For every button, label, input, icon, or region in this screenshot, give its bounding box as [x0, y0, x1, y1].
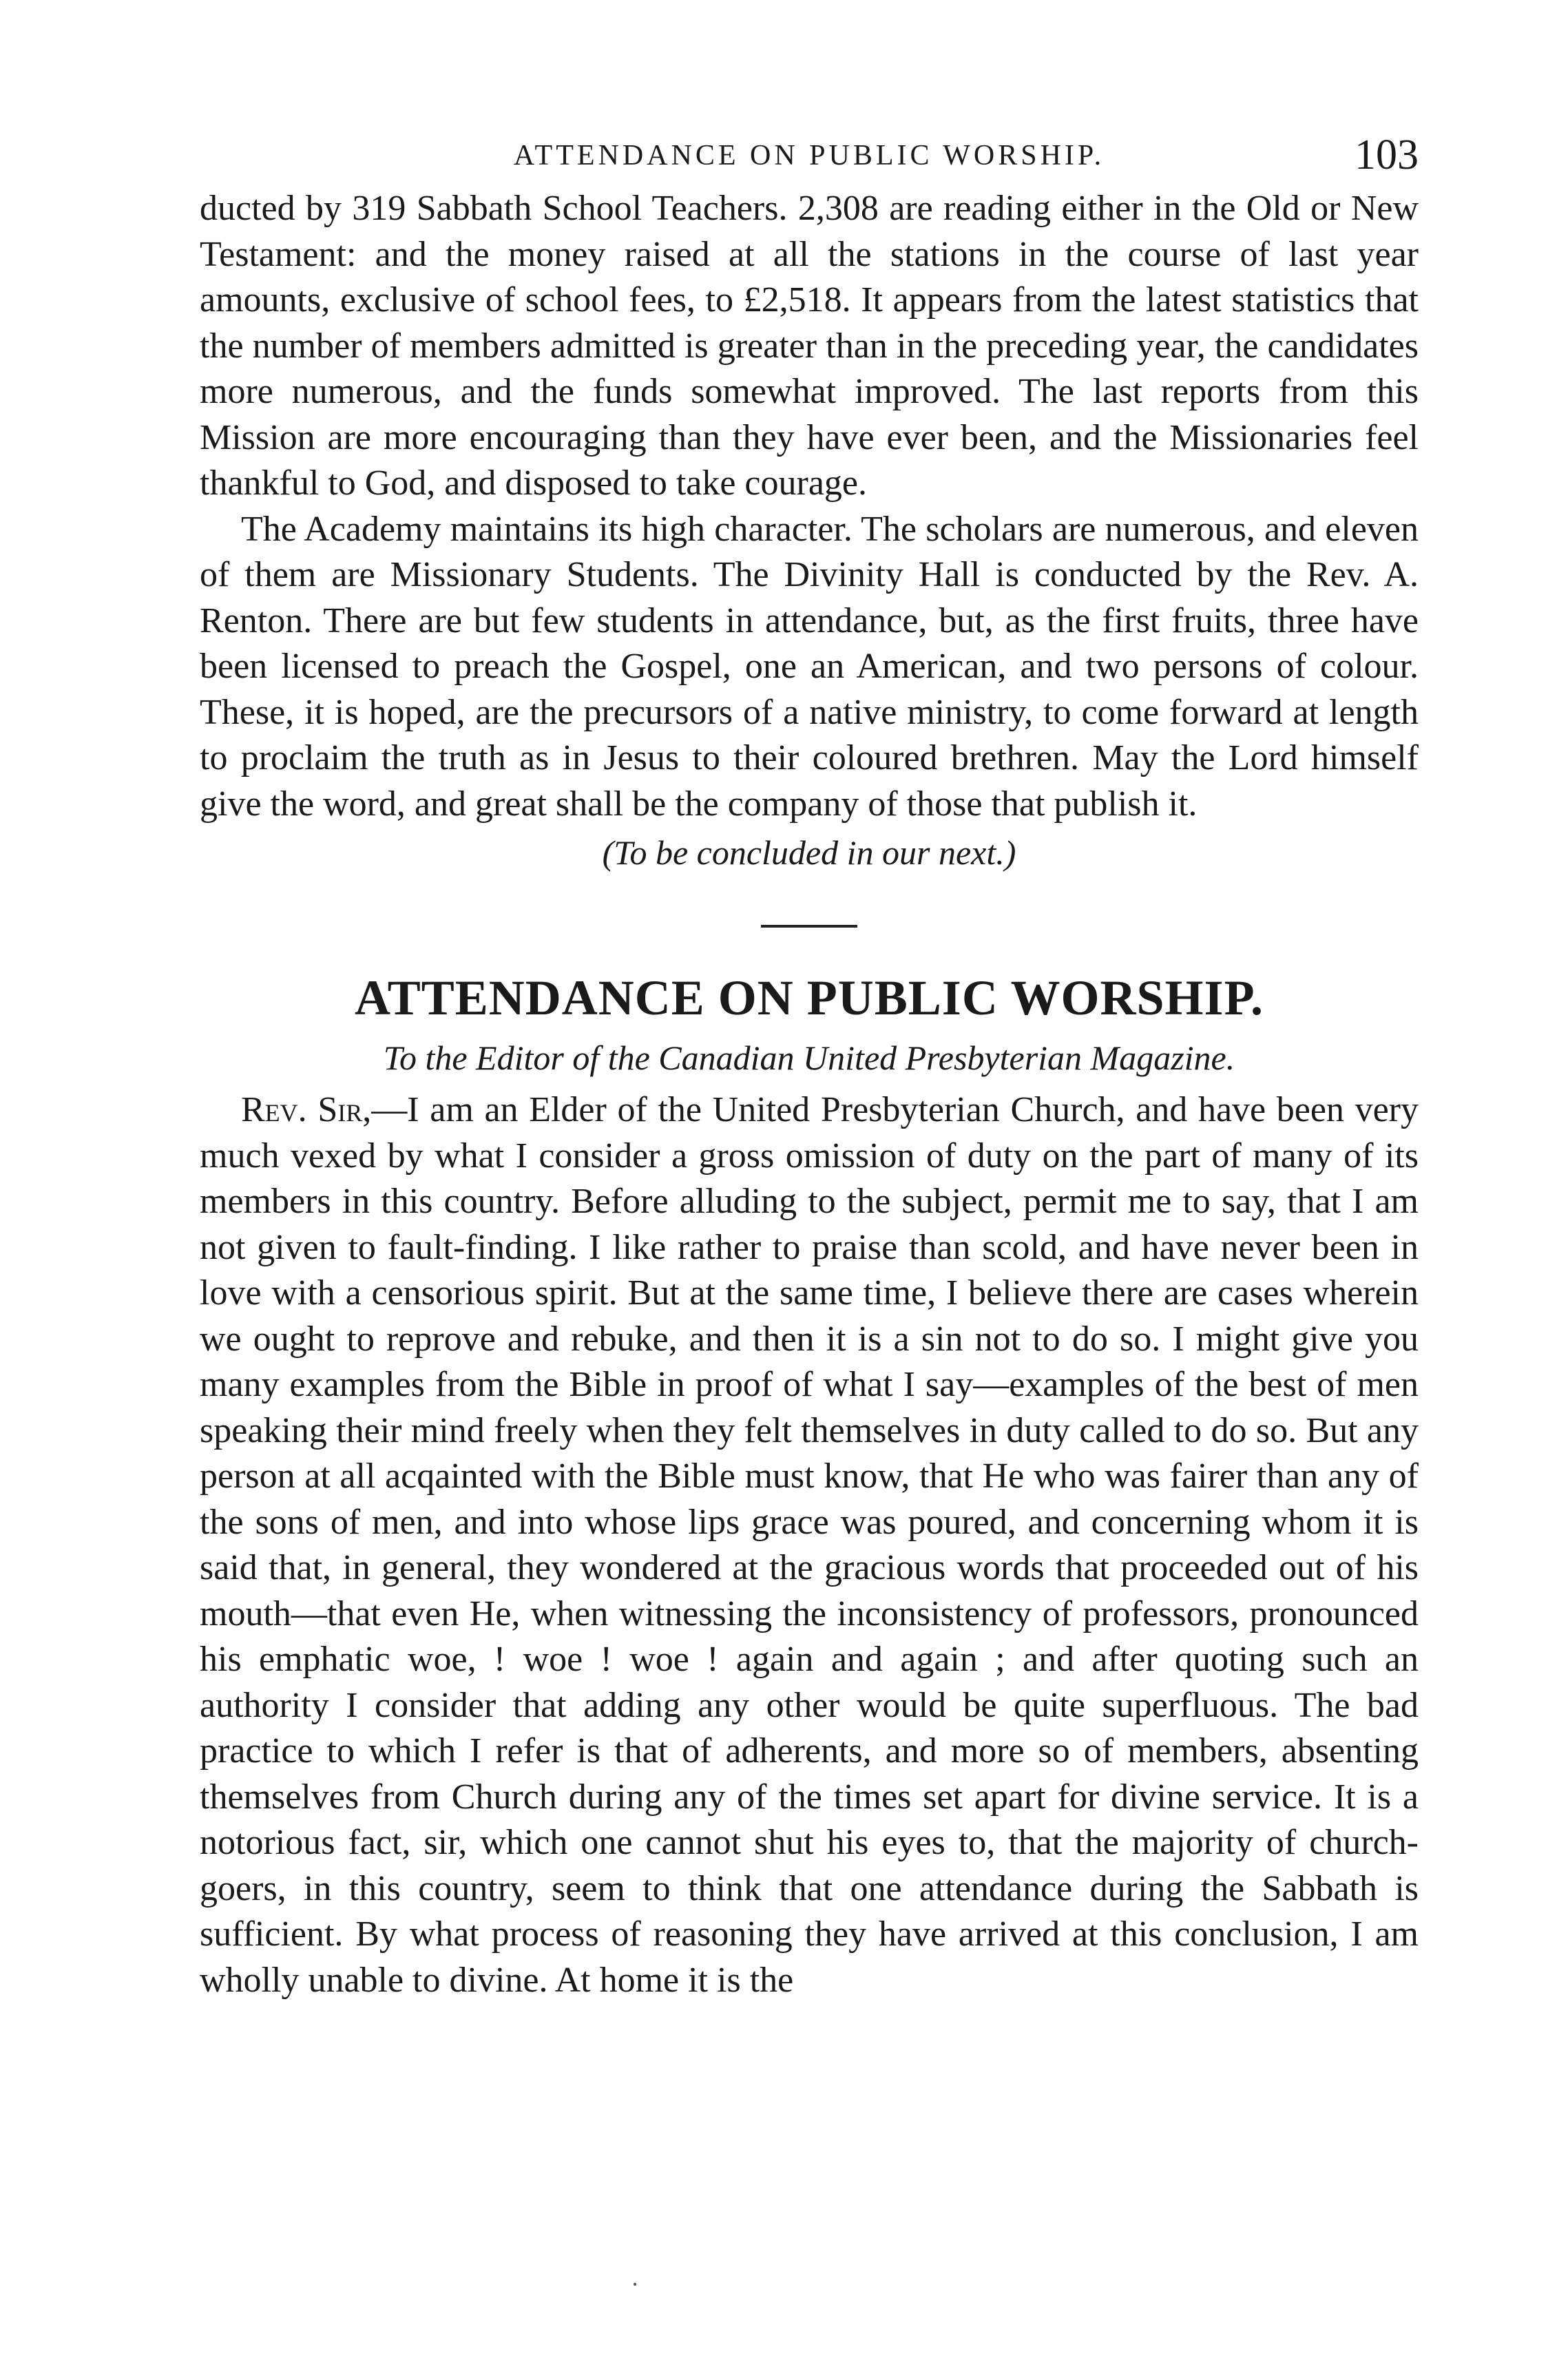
salutation: Rev. Sir, — [241, 1090, 372, 1129]
letter-text: —I am an Elder of the United Presbyterian Church, and have been very much vexed by what I consider a gross omission of duty on the part of many of its members in this country. Before alluding to the subject, permit me to say, that I am not given to fault-finding. I like rather to praise than scold, and have never been in love with a censorious spirit. But at the same time, I believe there are cases wherein we ought to reprove and rebuke, and then it is a sin not to do so. I might give you many examples from the Bible in proof of what I say—examples of the best of men speaking their mind freely when they felt themselves in duty called to do so. But any person at all acqainted with the Bible must know, that He who was fairer than any of the sons of men, and into whose lips grace was poured, and concerning whom it is said that, in general, they wondered at the gracious words that proceeded out of his mouth—that even He, when witnessing the inconsistency of professors, pronounced his emphatic woe, ! woe ! woe ! again and again ; and after quoting such an authority I consider that adding any other would be quite superfluous. The bad practice to which I refer is that of adherents, and more so of members, absenting themselves from Church during any of the times set apart for divine service. It is a notorious fact, sir, which one cannot shut his eyes to, that the majority of church-goers, in this country, seem to think that one attendance during the Sabbath is sufficient. By what process of reasoning they have arrived at this conclusion, I am wholly unable to divine. At home it is the — [200, 1090, 1419, 2000]
page-number: 103 — [1355, 132, 1419, 178]
section-title: ATTENDANCE ON PUBLIC WORSHIP. — [355, 970, 1264, 1025]
section-mission-report — [200, 186, 1419, 875]
paragraph: ducted by 319 Sabbath School Teachers. 2,308 are reading either in the Old or New Testament: and the money raised at all the stations in the course of last year amounts, exclusive of school fees, to £2,518. It appears from the latest statistics that the number of members admitted is greater than in the preceding year, the candidates more numerous, and the funds somewhat improved. The last reports from this Mission are more encouraging than they have ever been, and the Missionaries feel thankful to God, and disposed to take courage. — [200, 189, 1419, 503]
paragraph — [200, 1087, 1419, 2003]
letter-body — [200, 1087, 1419, 2003]
paragraph: The Academy maintains its high character. The scholars are numerous, and eleven of them are Missionary Students. The Divinity Hall is conducted by the Rev. A. Renton. There are but few students in attendance, but, as the first fruits, three have been licensed to preach the Gospel, one an American, and two persons of colour. These, it is hoped, are the precursors of a native ministry, to come forward at length to proclaim the truth as in Jesus to their coloured brethren. May the Lord himself give the word, and great shall be the company of those that publish it. — [200, 509, 1419, 824]
stray-ink-mark — [634, 2283, 636, 2286]
running-head — [200, 131, 1419, 186]
section-divider — [761, 925, 857, 928]
page — [200, 110, 1419, 2314]
dedication-line: To the Editor of the Canadian United Presbyterian Magazine. — [383, 1038, 1235, 1077]
section-attendance-letter — [200, 970, 1419, 2003]
running-title: ATTENDANCE ON PUBLIC WORSHIP. — [513, 140, 1105, 171]
continuation-note: (To be concluded in our next.) — [602, 833, 1016, 872]
